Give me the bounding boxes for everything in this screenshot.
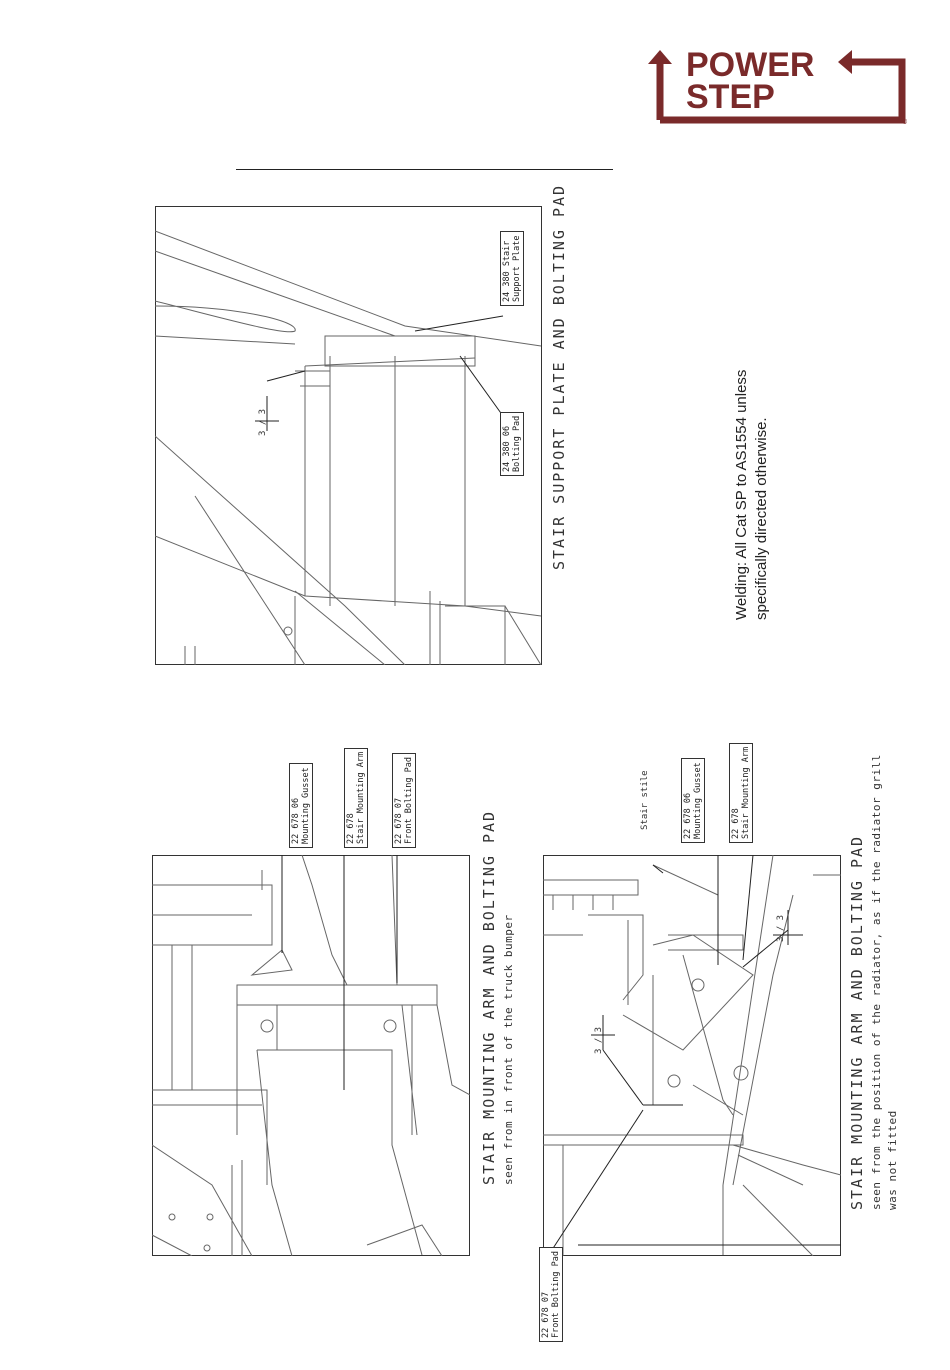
tag-mounting-gusset-left: 22 678 06 Mounting Gusset <box>289 763 313 848</box>
logo-graphic <box>640 40 912 126</box>
welding-note <box>732 320 772 620</box>
logo-line1: POWER <box>686 46 815 84</box>
welding-note-line1: Welding: All Cat SP to AS1554 unless <box>733 369 750 620</box>
caption-mounting-arm-front: STAIR MOUNTING ARM AND BOLTING PAD <box>480 809 498 1185</box>
title-underline <box>236 169 613 170</box>
mounting-arm-radiator-drawing <box>543 855 841 1256</box>
weld-symbol-right-lower: 3 / 3 <box>594 1026 604 1054</box>
logo-line2: STEP <box>686 78 775 116</box>
tag-mounting-gusset-right: 22 678 06 Mounting Gusset <box>681 758 705 843</box>
power-step-logo <box>640 40 912 126</box>
support-plate-drawing <box>155 206 542 665</box>
tag-stair-mounting-arm-left: 22 678 Stair Mounting Arm <box>344 748 368 848</box>
tag-front-bolting-pad-left: 22 678 07 Front Bolting Pad <box>392 753 416 848</box>
logo-registered: ® <box>902 119 908 126</box>
tag-stair-mounting-arm-right: 22 678 Stair Mounting Arm <box>729 743 753 843</box>
tag-front-bolting-pad-right: 22 678 07 Front Bolting Pad <box>539 1247 563 1342</box>
weld-symbol-right-upper: 3 / 3 <box>776 914 786 942</box>
subcaption-mounting-arm-front: seen from in front of the truck bumper <box>502 914 515 1185</box>
caption-mounting-arm-radiator: STAIR MOUNTING ARM AND BOLTING PAD <box>848 834 866 1210</box>
subcaption-radiator-line1: seen from the position of the radiator, as if the radiator grill <box>870 754 883 1210</box>
view-mounting-arm-front <box>152 855 470 1256</box>
view-mounting-arm-radiator <box>543 855 841 1256</box>
mounting-arm-front-drawing <box>152 855 470 1256</box>
view-support-plate <box>155 206 542 665</box>
tag-stair-support-plate: 24 380 Stair Support Plate <box>500 231 524 306</box>
weld-symbol-top: 3 / 3 <box>258 408 268 436</box>
tag-bolting-pad-top: 24 380 06 Bolting Pad <box>500 412 524 476</box>
welding-note-line2: specifically directed otherwise. <box>753 417 770 620</box>
caption-support-plate: STAIR SUPPORT PLATE AND BOLTING PAD <box>550 183 568 570</box>
label-stair-stile: Stair stile <box>640 770 650 830</box>
subcaption-radiator-line2: was not fitted <box>886 1110 899 1210</box>
